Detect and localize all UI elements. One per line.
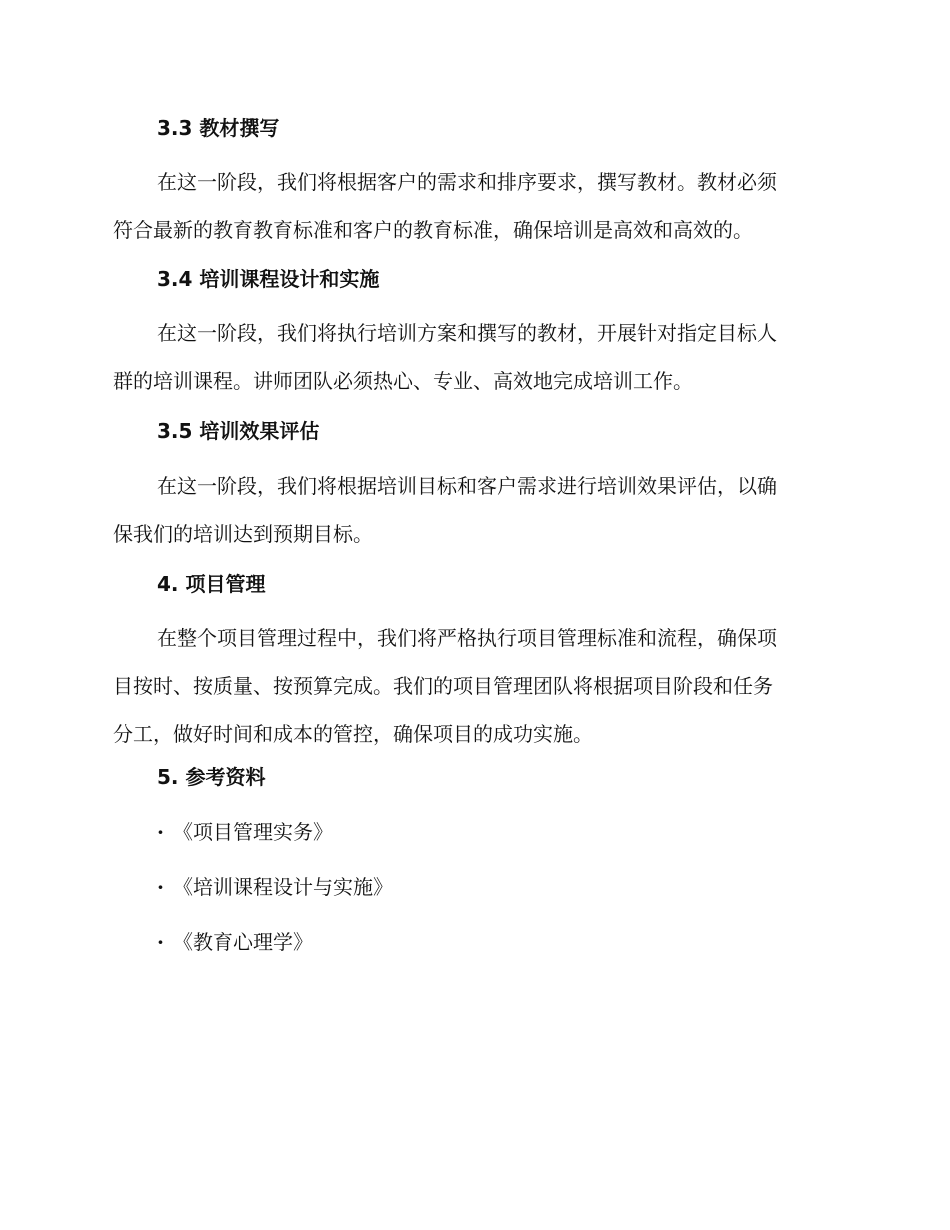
reference-title: 《教育心理学》 [173,930,313,954]
paragraph-line: 在整个项目管理过程中，我们将严格执行项目管理标准和流程，确保项 [157,626,777,650]
paragraph-line: 群的培训课程。讲师团队必须热心、专业、高效地完成培训工作。 [113,369,693,393]
paragraph-line: 符合最新的教育教育标准和客户的教育标准，确保培训是高效和高效的。 [113,218,753,242]
section-paragraph-3-3 [113,158,833,254]
section-paragraph-3-5 [113,462,833,558]
reference-list-item [157,929,313,955]
bullet-icon: · [157,820,164,844]
paragraph-line: 在这一阶段，我们将执行培训方案和撰写的教材，开展针对指定目标人 [157,321,777,345]
paragraph-line: 分工，做好时间和成本的管控，确保项目的成功实施。 [113,722,593,746]
reference-title: 《项目管理实务》 [173,820,333,844]
section-heading-3-5: 3.5 培训效果评估 [157,419,320,443]
reference-list-item [157,874,393,900]
section-paragraph-3-4 [113,309,833,405]
paragraph-line: 在这一阶段，我们将根据客户的需求和排序要求，撰写教材。教材必须 [157,170,777,194]
section-heading-3-3: 3.3 教材撰写 [157,116,280,140]
section-heading-5: 5. 参考资料 [157,765,266,789]
paragraph-line: 目按时、按质量、按预算完成。我们的项目管理团队将根据项目阶段和任务 [113,674,773,698]
section-paragraph-4 [113,614,833,758]
paragraph-line: 在这一阶段，我们将根据培训目标和客户需求进行培训效果评估，以确 [157,474,777,498]
reference-list-item [157,819,333,845]
section-heading-4: 4. 项目管理 [157,572,266,596]
bullet-icon: · [157,875,164,899]
section-heading-3-4: 3.4 培训课程设计和实施 [157,267,380,291]
reference-title: 《培训课程设计与实施》 [173,875,393,899]
paragraph-line: 保我们的培训达到预期目标。 [113,522,373,546]
bullet-icon: · [157,930,164,954]
